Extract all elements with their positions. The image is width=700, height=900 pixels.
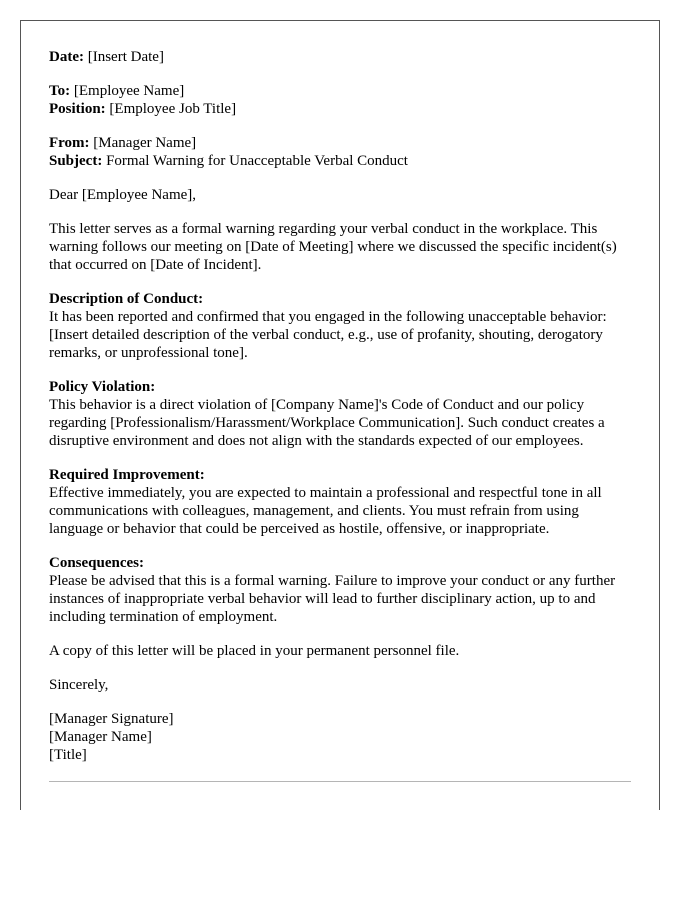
subject-line — [49, 152, 631, 170]
position-line — [49, 100, 631, 118]
signature-block — [49, 710, 631, 764]
section-description-of-conduct — [49, 290, 631, 362]
file-note: A copy of this letter will be placed in your permanent personnel file. — [49, 643, 460, 659]
position-value: [Employee Job Title] — [105, 101, 237, 117]
section-title: Consequences: — [49, 555, 145, 571]
from-value: [Manager Name] — [89, 135, 197, 151]
sign-off: Sincerely, — [49, 677, 109, 693]
section-consequences — [49, 554, 631, 626]
to-label: To: — [49, 83, 71, 99]
manager-title: [Title] — [49, 747, 87, 763]
section-text: It has been reported and confirmed that you engaged in the following unacceptable behavior: [Insert detailed description of the verbal conduct, e.g., use of profanity, shouting, derogatory remarks, or unprofessional tone]. — [49, 309, 607, 361]
section-title: Policy Violation: — [49, 379, 156, 395]
date-line — [49, 48, 631, 66]
position-label: Position: — [49, 101, 106, 117]
section-title: Description of Conduct: — [49, 291, 204, 307]
bottom-divider — [49, 781, 631, 782]
salutation: Dear [Employee Name], — [49, 187, 197, 203]
manager-signature: [Manager Signature] — [49, 711, 174, 727]
section-text: Effective immediately, you are expected to maintain a professional and respectful tone in all communications with colleagues, management, and clients. You must refrain from using language or behavior that could be perceived as hostile, offensive, or inappropriate. — [49, 485, 602, 537]
from-line — [49, 134, 631, 152]
sender-block — [49, 134, 631, 170]
from-label: From: — [49, 135, 90, 151]
date-label: Date: — [49, 49, 84, 65]
section-title: Required Improvement: — [49, 467, 205, 483]
date-value: [Insert Date] — [83, 49, 164, 65]
to-value: [Employee Name] — [70, 83, 185, 99]
to-line — [49, 82, 631, 100]
section-text: Please be advised that this is a formal warning. Failure to improve your conduct or any further instances of inappropriate verbal behavior will lead to further disciplinary action, up to and including termination of employment. — [49, 573, 616, 625]
recipient-block — [49, 82, 631, 118]
section-policy-violation — [49, 378, 631, 450]
manager-name: [Manager Name] — [49, 729, 152, 745]
section-text: This behavior is a direct violation of [Company Name]'s Code of Conduct and our policy regarding [Professionalism/Harassment/Workplace Communication]. Such conduct creates a disruptive environment and does not align with the standards expected of our employees. — [49, 397, 605, 449]
intro-paragraph: This letter serves as a formal warning regarding your verbal conduct in the workplace. This warning follows our meeting on [Date of Meeting] where we discussed the specific incident(s) that occurred on [Date of Incident]. — [49, 221, 617, 273]
subject-label: Subject: — [49, 153, 103, 169]
section-required-improvement — [49, 466, 631, 538]
subject-value: Formal Warning for Unacceptable Verbal Conduct — [102, 153, 408, 169]
warning-letter — [20, 20, 660, 810]
